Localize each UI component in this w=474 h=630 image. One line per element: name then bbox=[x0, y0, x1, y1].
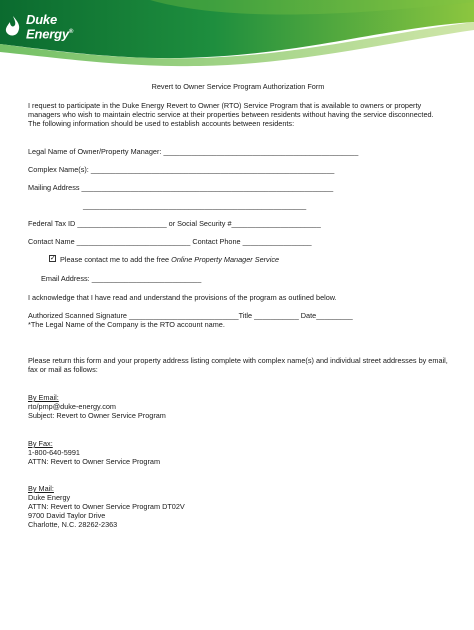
legal-name-field[interactable]: Legal Name of Owner/Property Manager: ________________________________________________ bbox=[28, 147, 359, 156]
email-subject: Subject: Revert to Owner Service Program bbox=[28, 411, 166, 420]
checkbox-label-text: Please contact me to add the free bbox=[60, 255, 172, 264]
fax-number: 1-800-640-5991 bbox=[28, 448, 80, 457]
checkmark-icon: ✓ bbox=[50, 255, 56, 262]
form-title: Revert to Owner Service Program Authorization Form bbox=[151, 82, 325, 91]
legal-name-footnote: *The Legal Name of the Company is the RTO account name. bbox=[28, 320, 225, 329]
duke-energy-flame-icon bbox=[4, 16, 22, 38]
mail-line-1: Duke Energy bbox=[28, 493, 71, 502]
checkbox-label bbox=[60, 255, 279, 264]
duke-energy-logo bbox=[4, 14, 73, 40]
header-banner bbox=[0, 0, 474, 68]
brand-line-1: Duke bbox=[26, 12, 57, 27]
mail-line-4: Charlotte, N.C. 28262-2363 bbox=[28, 520, 118, 529]
acknowledge-text: I acknowledge that I have read and understand the provisions of the program as outlined below. bbox=[28, 293, 337, 302]
by-email-heading: By Email: bbox=[28, 393, 59, 402]
online-pm-service-checkbox[interactable] bbox=[49, 255, 56, 262]
fax-attn: ATTN: Revert to Owner Service Program bbox=[28, 457, 161, 466]
intro-paragraph: I request to participate in the Duke Energy Revert to Owner (RTO) Service Program that is available to owners or property managers who wish to maintain electric service at their properties between residents without having the service disconnected. The following information should be used to establish accounts between residents: bbox=[28, 101, 434, 129]
federal-tax-field[interactable]: Federal Tax ID ______________________ or Social Security #______________________ bbox=[28, 219, 321, 228]
email-address-link[interactable]: rto/pmp@duke-energy.com bbox=[28, 402, 116, 411]
complex-names-field[interactable]: Complex Name(s): ____________________________________________________________ bbox=[28, 165, 335, 174]
return-instructions: Please return this form and your property address listing complete with complex name(s) and individual street addresses by email, fax or mail as follows: bbox=[28, 356, 448, 375]
checkbox-label-service: Online Property Manager Service bbox=[171, 255, 280, 264]
by-mail-heading: By Mail: bbox=[28, 484, 54, 493]
registered-mark: ® bbox=[68, 29, 74, 35]
mail-line-3: 9700 David Taylor Drive bbox=[28, 511, 106, 520]
mail-line-2: ATTN: Revert to Owner Service Program DT02V bbox=[28, 502, 185, 511]
mailing-address-field[interactable]: Mailing Address ______________________________________________________________ bbox=[28, 183, 334, 192]
brand-name bbox=[26, 14, 73, 40]
mailing-address-line2-field[interactable]: _______________________________________________________ bbox=[83, 201, 307, 210]
brand-line-2: Energy bbox=[26, 26, 69, 42]
by-fax-heading: By Fax: bbox=[28, 439, 53, 448]
contact-field[interactable]: Contact Name ____________________________ Contact Phone _________________ bbox=[28, 237, 312, 246]
email-address-field[interactable]: Email Address: ___________________________ bbox=[41, 274, 202, 283]
signature-field[interactable]: Authorized Scanned Signature ___________________________Title ___________ Date_________ bbox=[28, 311, 353, 320]
